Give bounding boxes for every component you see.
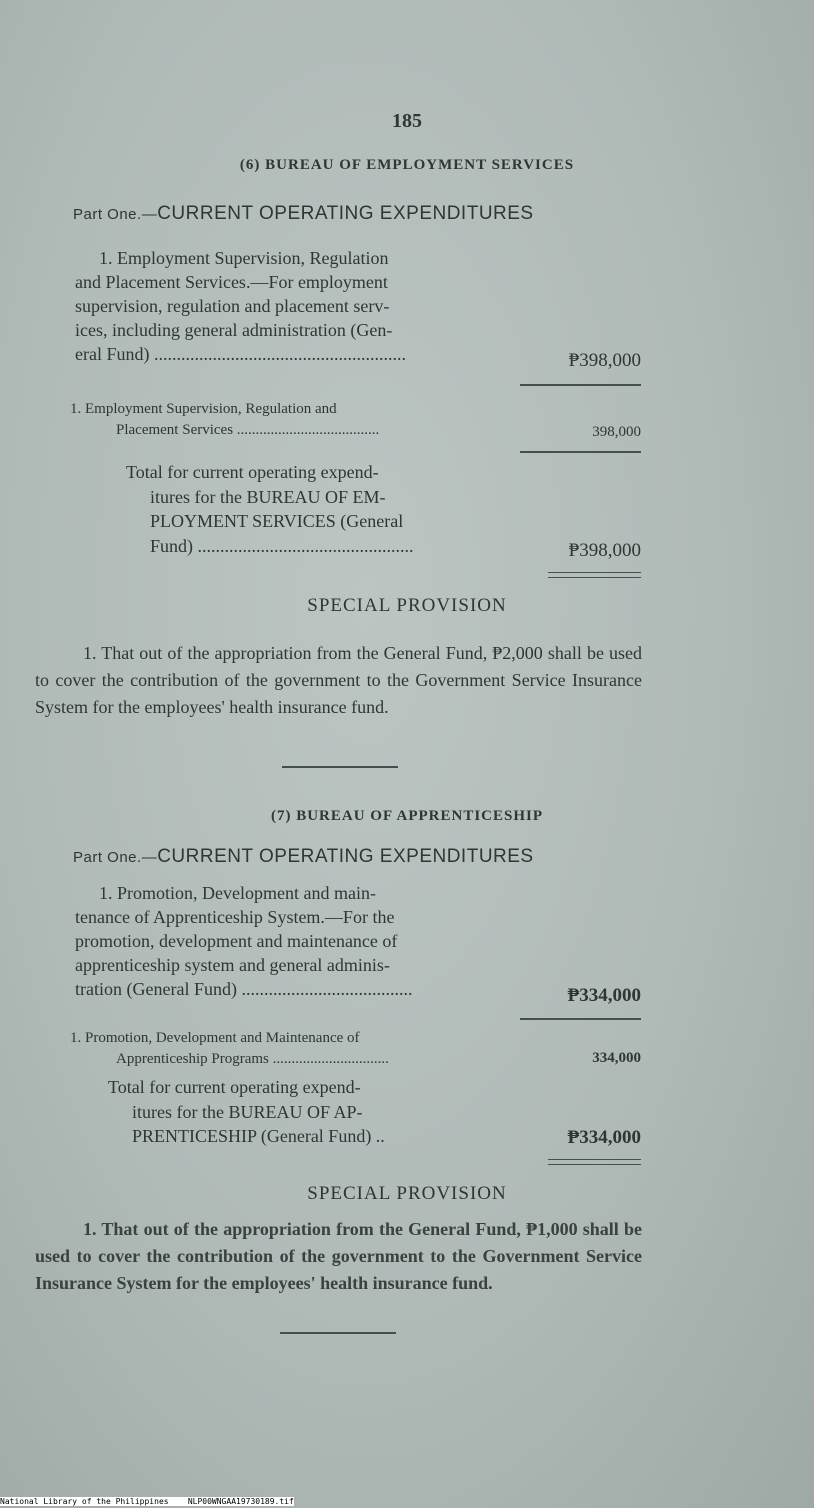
- section-6-amount: ₱398,000: [568, 350, 641, 371]
- rule: [520, 1018, 641, 1020]
- section-6-total: Total for current operating expend- itures for the BUREAU OF EM- PLOYMENT SERVICES (General Fund) ................................................: [126, 462, 414, 556]
- double-rule: [548, 572, 641, 578]
- section-7-total-amount: ₱334,000: [567, 1127, 641, 1148]
- para-line: promotion, development and maintenance of: [75, 931, 398, 951]
- section-6-item: 1. Employment Supervision, Regulation and Placement Services ......................................: [70, 401, 380, 438]
- para-line: supervision, regulation and placement serv-: [75, 296, 390, 316]
- section-6-special-text: 1. That out of the appropriation from the General Fund, ₱2,000 shall be used to cover the contribution of the government to the Government Service Insurance System for the employees' health insurance fund.: [35, 643, 642, 717]
- para-line: ices, including general administration (Gen-: [75, 320, 393, 340]
- section-7-part-one-heading: [73, 846, 534, 868]
- part-one-lead: Part One.—: [73, 849, 158, 866]
- section-6-item-amount: 398,000: [592, 424, 641, 440]
- rule: [520, 451, 641, 453]
- part-one-rest: CURRENT OPERATING EXPENDITURES: [157, 203, 534, 224]
- section-7-amount: ₱334,000: [567, 985, 641, 1006]
- section-6-total-amount: ₱398,000: [568, 540, 641, 561]
- section-7-heading: (7) BUREAU OF APPRENTICESHIP: [270, 808, 544, 824]
- para-line: tration (General Fund) ......................................: [75, 979, 413, 999]
- section-6-special-heading: SPECIAL PROVISION: [307, 595, 507, 616]
- rule: [520, 384, 641, 386]
- section-7-item: 1. Promotion, Development and Maintenance of Apprenticeship Programs ...............................: [70, 1030, 389, 1067]
- part-one-lead: Part One.—: [73, 206, 158, 223]
- para-line: 1. Employment Supervision, Regulation: [99, 248, 389, 268]
- para-line: eral Fund) ........................................................: [75, 344, 406, 364]
- para-line: tenance of Apprenticeship System.—For the: [75, 907, 395, 927]
- section-6-heading: (6) BUREAU OF EMPLOYMENT SERVICES: [239, 157, 575, 173]
- scan-footer: National Library of the Philippines NLP00WNGAA19730189.tif: [0, 1497, 294, 1506]
- double-rule: [548, 1159, 641, 1165]
- section-6-paragraph: [75, 246, 495, 366]
- section-6-part-one-heading: [73, 203, 534, 225]
- section-7-item-amount: 334,000: [592, 1050, 641, 1066]
- para-line: and Placement Services.—For employment: [75, 272, 388, 292]
- section-7-special-heading: SPECIAL PROVISION: [307, 1183, 507, 1204]
- section-7-paragraph: [75, 881, 495, 1001]
- para-line: apprenticeship system and general adminis-: [75, 955, 390, 975]
- part-one-rest: CURRENT OPERATING EXPENDITURES: [157, 846, 534, 867]
- para-line: 1. Promotion, Development and main-: [99, 883, 376, 903]
- section-7-special-text: 1. That out of the appropriation from the General Fund, ₱1,000 shall be used to cover the contribution of the government to the Government Service Insurance System for the employees' health insurance fund.: [35, 1219, 642, 1293]
- page-number: 185: [392, 110, 422, 132]
- section-separator: [280, 1332, 396, 1334]
- section-7-total: Total for current operating expend- itures for the BUREAU OF AP- PRENTICESHIP (General Fund) ..: [108, 1077, 385, 1146]
- section-separator: [282, 766, 398, 768]
